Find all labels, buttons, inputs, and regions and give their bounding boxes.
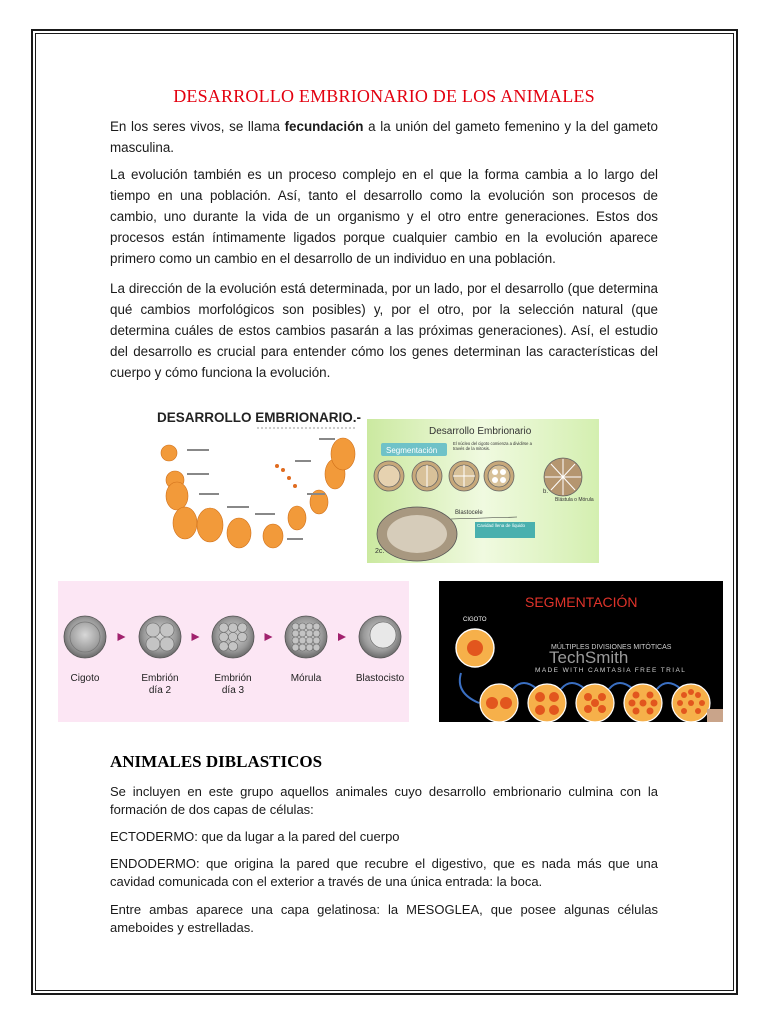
stage-arrow-0 (118, 633, 126, 641)
figure4-title: SEGMENTACIÓN (525, 594, 638, 610)
cavity-label: Cavidad llena de líquido (477, 523, 526, 528)
divisiones-label: MÚLTIPLES DIVISIONES MITÓTICAS (551, 644, 672, 651)
stage-label-2: Embrión (214, 673, 252, 684)
stage-day-2: día 3 (221, 685, 245, 696)
cigoto-label: CIGOTO (463, 617, 487, 623)
techsmith-brand: TechSmith (549, 648, 629, 667)
segmentacion-label: Segmentación (386, 446, 438, 455)
paragraph-ectodermo: ECTODERMO: que da lugar a la pared del cuerpo (110, 829, 400, 844)
blastocele-label: Blastocele (455, 510, 483, 516)
camtasia-watermark: MADE WITH CAMTASIA FREE TRIAL (535, 667, 687, 674)
figure2-b-label: b. (543, 489, 549, 495)
fecundacion-term: fecundación (284, 119, 364, 134)
paragraph-mesoglea: Entre ambas aparece una capa gelatinosa: la MESOGLEA, que posee algunas células ameboides y estrelladas. (110, 902, 658, 935)
paragraph-endodermo: ENDODERMO: que origina la pared que recubre el digestivo, que es nada más que una cavidad comunicada con el exterior a través de una única entrada: la boca. (110, 856, 658, 889)
figure-desarrollo-embrionario-stages (147, 398, 367, 570)
stage-cell-0 (64, 616, 106, 658)
stage-label-4: Blastocisto (355, 673, 405, 684)
stage-day-1: día 2 (148, 685, 172, 696)
stage-cell-1 (139, 616, 181, 658)
blastula-label: Blástula o Mórula (555, 497, 594, 503)
figure2-title: Desarrollo Embrionario (429, 426, 532, 437)
paragraph-direccion: La dirección de la evolución está determinada, por un lado, por el desarrollo (que determina qué cambios morfológicos son posibles) y, por el otro, por la selección natural (que determina cuáles de estos cambios pasarán a las próximas generaciones). Así, el estudio del desarrollo es crucial para entender cómo los genes determinan las características del cuerpo y cómo funciona la evolución. (110, 281, 658, 380)
figure2-c-label: 2c. (375, 548, 385, 555)
figure1-title: DESARROLLO EMBRIONARIO.- (157, 410, 361, 425)
stage-label-0: Cigoto (70, 673, 100, 684)
section-heading-diblasticos: ANIMALES DIBLASTICOS (110, 752, 323, 771)
paragraph-fecundacion-post: a la unión del gameto femenino y la del gameto masculina. (110, 119, 658, 155)
figure-etapas-cigoto-blastocisto (58, 581, 409, 722)
stage-cell-4 (359, 616, 401, 658)
stage-arrow-1 (192, 633, 200, 641)
stage-label-1: Embrión (141, 673, 179, 684)
figure-segmentacion-video (439, 581, 723, 722)
stage-cell-2 (212, 616, 254, 658)
stage-arrow-3 (338, 633, 346, 641)
stage-arrow-2 (265, 633, 273, 641)
paragraph-evolucion: La evolución también es un proceso complejo en el que la forma cambia a lo largo del tiempo en una población. Así, tanto el desarrollo como la evolución son procesos de cambio, uno durante la vida de un organismo y el otro entre generaciones. Estos dos procesos están íntimamente ligados porque cualquier cambio en la evolución aparece primero como un cambio en el desarrollo de un individuo en una población. (110, 167, 658, 266)
paragraph-fecundacion (110, 116, 658, 158)
document-title: DESARROLLO EMBRIONARIO DE LOS ANIMALES (173, 86, 595, 106)
paragraph-diblasticos-intro: Se incluyen en este grupo aquellos animales cuyo desarrollo embrionario culmina con la formación de dos capas de células: (110, 784, 658, 817)
stage-label-3: Mórula (290, 673, 322, 684)
paragraph-fecundacion-pre: En los seres vivos, se llama (110, 119, 285, 134)
stage-cell-3 (285, 616, 327, 658)
figure-desarrollo-embrionario-segmentacion (367, 419, 599, 563)
segmentacion-description: El núcleo del cigoto comienza a dividirse a través de la mitosis. (453, 441, 532, 451)
